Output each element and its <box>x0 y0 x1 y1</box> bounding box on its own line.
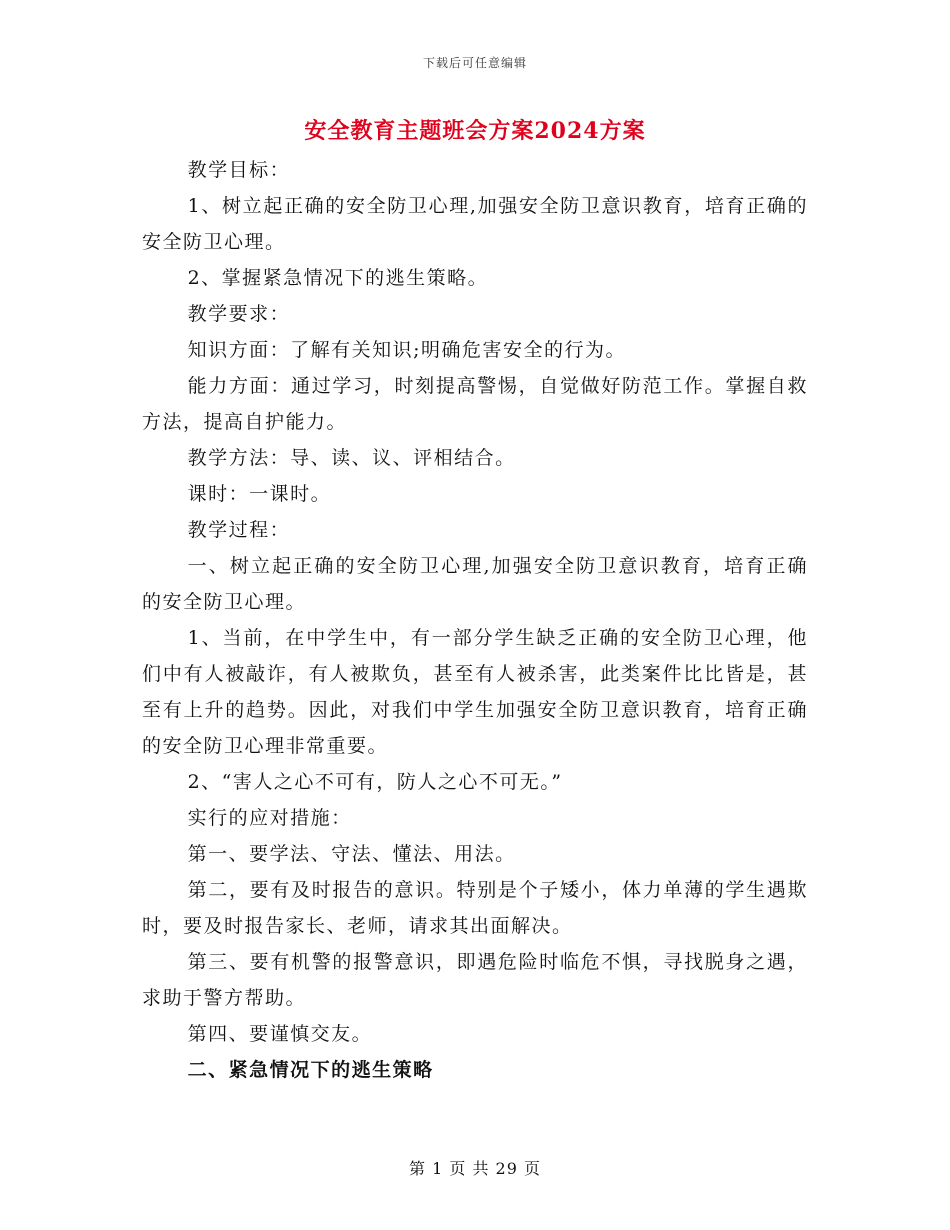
page-number: 第 1 页 共 29 页 <box>409 1159 541 1178</box>
paragraph: 2、掌握紧急情况下的逃生策略。 <box>187 267 489 289</box>
header-note: 下载后可任意编辑 <box>422 56 527 70</box>
paragraph: 教学方法：导、读、议、评相结合。 <box>187 447 516 469</box>
paragraph: 2、“害人之心不可有，防人之心不可无。” <box>187 771 563 793</box>
paragraph: 能力方面：通过学习，时刻提高警惕，自觉做好防范工作。掌握自救方法，提高自护能力。 <box>142 375 808 433</box>
paragraph: 教学目标： <box>187 159 291 181</box>
paragraph: 第二，要有及时报告的意识。特别是个子矮小，体力单薄的学生遇欺时，要及时报告家长、老师，请求其出面解决。 <box>142 879 808 937</box>
paragraph: 第三、要有机警的报警意识，即遇危险时临危不惧，寻找脱身之遇，求助于警方帮助。 <box>142 951 808 1009</box>
paragraph: 课时：一课时。 <box>187 483 332 505</box>
paragraph: 第四、要谨慎交友。 <box>187 1023 373 1045</box>
paragraph: 教学过程： <box>187 519 291 541</box>
document-body <box>142 152 808 1088</box>
paragraph: 教学要求： <box>187 303 291 325</box>
paragraph: 第一、要学法、守法、懂法、用法。 <box>187 843 516 865</box>
paragraph: 1、当前，在中学生中，有一部分学生缺乏正确的安全防卫心理，他们中有人被敲诈，有人被欺负，甚至有人被杀害，此类案件比比皆是，甚至有上升的趋势。因此，对我们中学生加强安全防卫意识教育，培育正确的安全防卫心理非常重要。 <box>142 627 808 757</box>
paragraph: 一、树立起正确的安全防卫心理,加强安全防卫意识教育，培育正确的安全防卫心理。 <box>142 555 808 613</box>
section-heading: 二、紧急情况下的逃生策略 <box>187 1059 434 1081</box>
paragraph: 知识方面：了解有关知识;明确危害安全的行为。 <box>187 339 626 361</box>
paragraph: 1、树立起正确的安全防卫心理,加强安全防卫意识教育，培育正确的安全防卫心理。 <box>142 195 808 253</box>
paragraph: 实行的应对措施： <box>187 807 352 829</box>
document-title: 安全教育主题班会方案2024方案 <box>304 118 646 144</box>
